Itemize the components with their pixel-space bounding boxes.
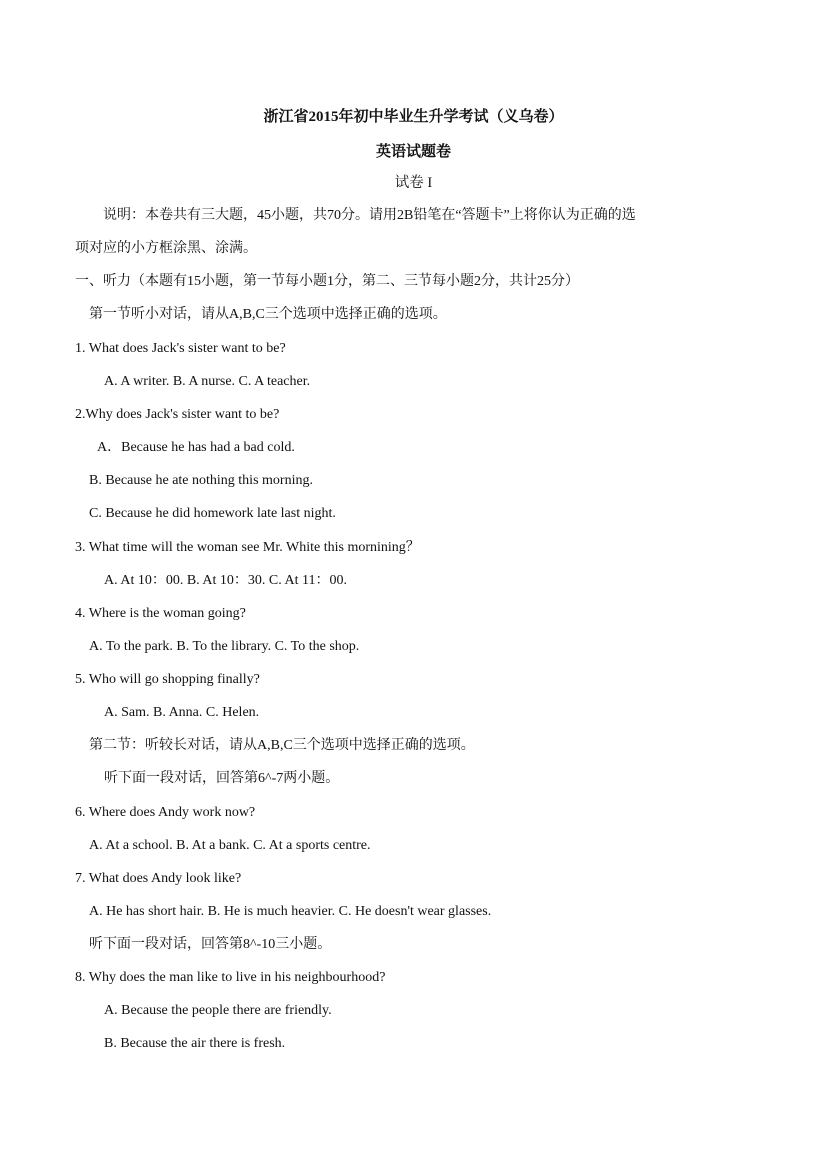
part2-intro: 第二节：听较长对话，请从A,B,C三个选项中选择正确的选项。 bbox=[89, 738, 475, 753]
question-2-option-a: A．Because he has had a bad cold. bbox=[97, 440, 295, 455]
question-1-options: A. A writer. B. A nurse. C. A teacher. bbox=[104, 374, 311, 389]
question-2-option-b: B. Because he ate nothing this morning. bbox=[89, 473, 313, 488]
question-8-option-a: A. Because the people there are friendly. bbox=[104, 1003, 332, 1018]
question-5: 5. Who will go shopping finally? bbox=[75, 672, 260, 687]
exam-subtitle: 英语试题卷 bbox=[375, 144, 451, 160]
question-6: 6. Where does Andy work now? bbox=[75, 805, 256, 820]
instructions-line-1: 说明：本卷共有三大题，45小题，共70分。请用2B铅笔在“答题卡”上将你认为正确的选 bbox=[103, 208, 636, 223]
question-4-options: A. To the park. B. To the library. C. To the shop. bbox=[89, 639, 360, 654]
question-8: 8. Why does the man like to live in his neighbourhood? bbox=[75, 970, 386, 985]
part1-intro: 第一节听小对话，请从A,B,C三个选项中选择正确的选项。 bbox=[89, 307, 447, 322]
part2-note-2: 听下面一段对话，回答第8^-10三小题。 bbox=[89, 937, 332, 952]
question-2: 2.Why does Jack's sister want to be? bbox=[75, 407, 280, 422]
question-7: 7. What does Andy look like? bbox=[75, 871, 242, 886]
question-3-options: A. At 10：00. B. At 10：30. C. At 11：00. bbox=[104, 573, 347, 588]
question-2-option-c: C. Because he did homework late last night. bbox=[89, 506, 336, 521]
question-1: 1. What does Jack's sister want to be? bbox=[75, 341, 286, 356]
question-5-options: A. Sam. B. Anna. C. Helen. bbox=[104, 705, 260, 720]
section-heading: 一、听力（本题有15小题，第一节每小题1分，第二、三节每小题2分，共计25分） bbox=[75, 274, 579, 289]
part2-note-1: 听下面一段对话，回答第6^-7两小题。 bbox=[104, 771, 340, 786]
question-4: 4. Where is the woman going? bbox=[75, 606, 246, 621]
exam-title: 浙江省2015年初中毕业生升学考试（义乌卷） bbox=[263, 109, 564, 125]
instructions-line-2: 项对应的小方框涂黑、涂满。 bbox=[75, 241, 257, 256]
question-8-option-b: B. Because the air there is fresh. bbox=[104, 1036, 286, 1051]
paper-label: 试卷 I bbox=[394, 175, 433, 191]
question-3: 3. What time will the woman see Mr. White this mornining？ bbox=[75, 540, 420, 555]
question-6-options: A. At a school. B. At a bank. C. At a sports centre. bbox=[89, 838, 371, 853]
question-7-options: A. He has short hair. B. He is much heavier. C. He doesn't wear glasses. bbox=[89, 904, 492, 919]
